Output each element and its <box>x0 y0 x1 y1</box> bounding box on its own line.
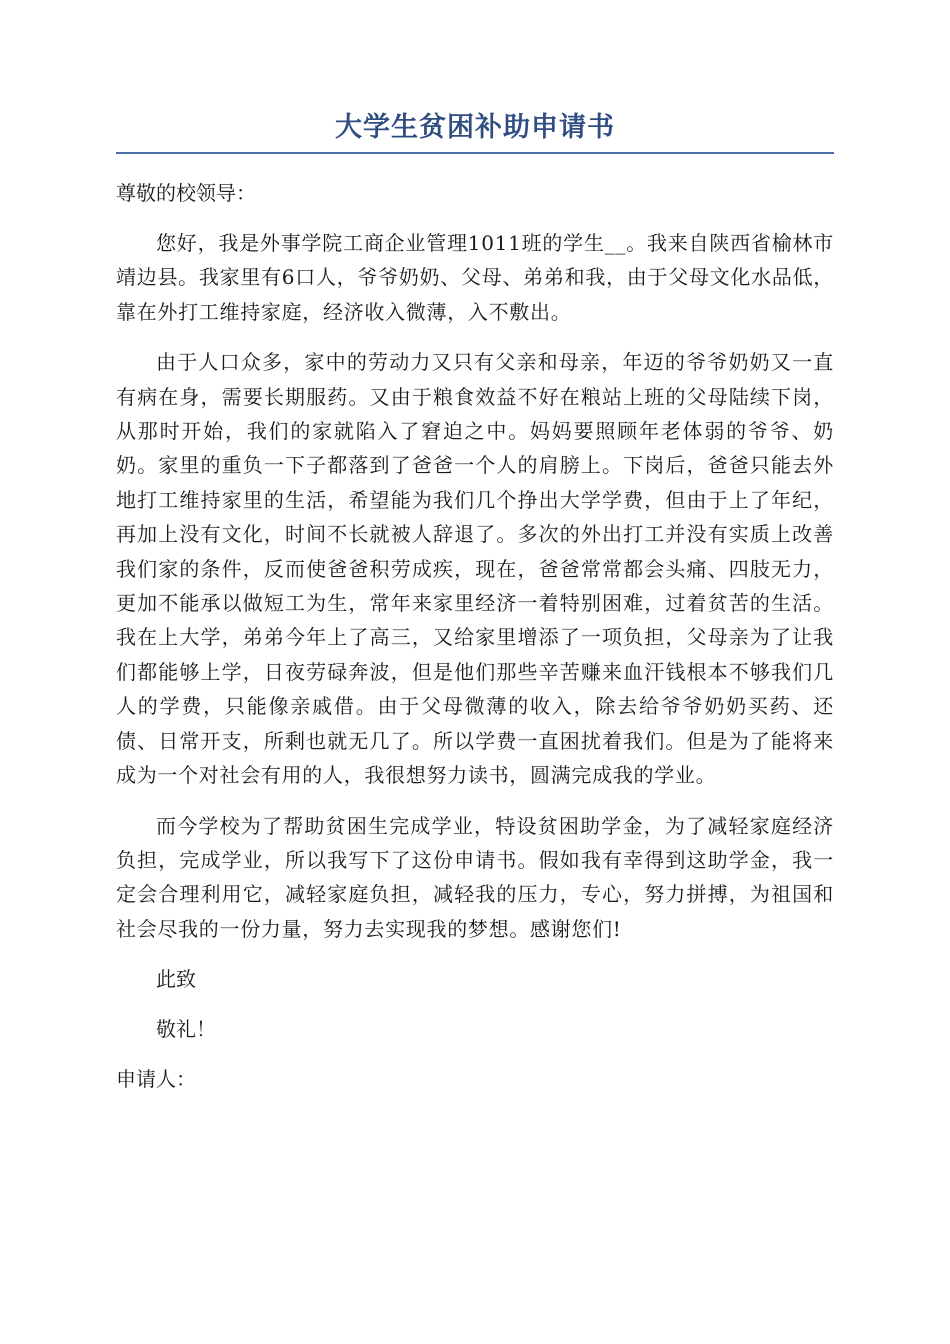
document-body <box>116 108 834 1096</box>
paragraph-family-situation: 由于人口众多，家中的劳动力又只有父亲和母亲，年迈的爷爷奶奶又一直有病在身，需要长期服药。又由于粮食效益不好在粮站上班的父母陆续下岗，从那时开始，我们的家就陷入了窘迫之中。妈妈要照顾年老体弱的爷爷、奶奶。家里的重负一下子都落到了爸爸一个人的肩膀上。下岗后，爸爸只能去外地打工维持家里的生活，希望能为我们几个挣出大学学费，但由于上了年纪，再加上没有文化，时间不长就被人辞退了。多次的外出打工并没有实质上改善我们家的条件，反而使爸爸积劳成疾，现在，爸爸常常都会头痛、四肢无力，更加不能承以做短工为生，常年来家里经济一着特别困难，过着贫苦的生活。我在上大学，弟弟今年上了高三，又给家里增添了一项负担，父母亲为了让我们都能够上学，日夜劳碌奔波，但是他们那些辛苦赚来血汗钱根本不够我们几人的学费，只能像亲戚借。由于父母微薄的收入，除去给爷爷奶奶买药、还债、日常开支，所剩也就无几了。所以学费一直困扰着我们。但是为了能将来成为一个对社会有用的人，我很想努力读书，圆满完成我的学业。 <box>116 350 834 788</box>
paragraph-introduction: 您好，我是外事学院工商企业管理1011班的学生__。我来自陕西省榆林市靖边县。我家里有6口人，爷爷奶奶、父母、弟弟和我，由于父母文化水品低，靠在外打工维持家庭，经济收入微薄，入不敷出。 <box>116 231 834 324</box>
closing-jingli: 敬礼！ <box>156 1017 216 1042</box>
paragraph-request: 而今学校为了帮助贫困生完成学业，特设贫困助学金，为了减轻家庭经济负担，完成学业，所以我写下了这份申请书。假如我有幸得到这助学金，我一定会合理利用它，减轻家庭负担，减轻我的压力，专心，努力拼搏，为祖国和社会尽我的一份力量，努力去实现我的梦想。感谢您们! <box>116 813 834 941</box>
closing-cizhi: 此致 <box>156 967 196 992</box>
salutation: 尊敬的校领导： <box>116 181 256 205</box>
document-title: 大学生贫困补助申请书 <box>116 108 834 154</box>
applicant-label: 申请人： <box>116 1067 196 1092</box>
